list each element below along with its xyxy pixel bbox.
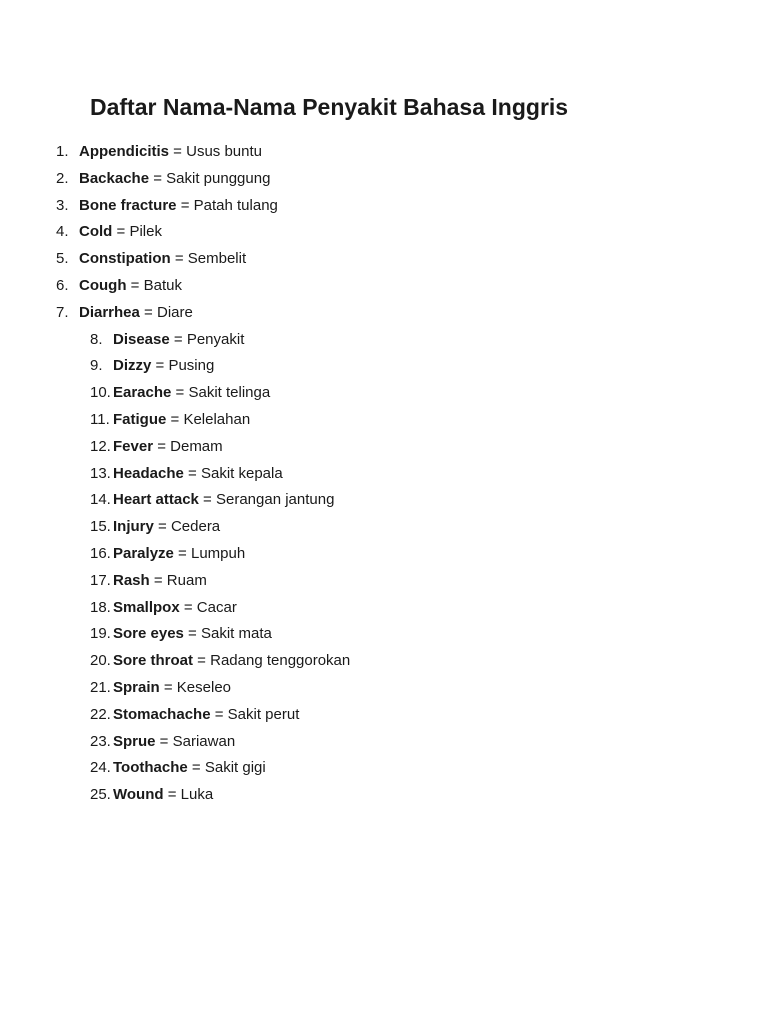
item-content bbox=[79, 166, 270, 193]
item-number: 23. bbox=[90, 732, 111, 750]
item-separator: = bbox=[179, 598, 197, 616]
item-number: 12. bbox=[90, 437, 111, 455]
item-content bbox=[113, 487, 334, 514]
item-term: Stomachache bbox=[113, 705, 211, 723]
item-meaning: Sakit gigi bbox=[204, 759, 266, 777]
item-separator: = bbox=[183, 625, 201, 643]
item-term: Rash bbox=[113, 571, 150, 589]
item-content bbox=[113, 541, 245, 568]
item-meaning: Luka bbox=[180, 786, 214, 804]
item-meaning: Sakit mata bbox=[201, 625, 272, 643]
item-term: Earache bbox=[113, 384, 172, 402]
item-meaning: Penyakit bbox=[186, 330, 245, 348]
item-separator: = bbox=[139, 303, 157, 321]
item-separator: = bbox=[159, 678, 177, 696]
item-content bbox=[113, 621, 272, 648]
item-separator: = bbox=[126, 276, 144, 294]
item-separator: = bbox=[169, 143, 187, 160]
item-content bbox=[79, 193, 278, 220]
item-meaning: Radang tenggorokan bbox=[210, 652, 351, 670]
item-content bbox=[113, 675, 231, 702]
item-meaning: Sariawan bbox=[172, 732, 236, 750]
item-term: Cold bbox=[79, 223, 113, 241]
item-content bbox=[113, 648, 350, 675]
item-term: Backache bbox=[79, 169, 150, 187]
item-separator: = bbox=[155, 732, 173, 750]
item-number: 7. bbox=[56, 303, 69, 321]
item-separator: = bbox=[198, 491, 216, 509]
item-separator: = bbox=[176, 196, 194, 214]
item-separator: = bbox=[193, 652, 211, 670]
item-number: 4. bbox=[56, 223, 69, 241]
item-content bbox=[79, 246, 246, 273]
item-separator: = bbox=[112, 223, 130, 241]
page-title: Daftar Nama-Nama Penyakit Bahasa Inggris bbox=[90, 94, 569, 120]
item-content bbox=[79, 300, 193, 327]
item-term: Fatigue bbox=[113, 410, 167, 428]
item-number: 21. bbox=[90, 678, 111, 696]
item-content bbox=[113, 434, 223, 461]
item-number: 10. bbox=[90, 384, 111, 402]
item-meaning: Batuk bbox=[143, 276, 182, 294]
item-term: Sore eyes bbox=[113, 625, 184, 643]
item-term: Heart attack bbox=[113, 491, 199, 509]
item-separator: = bbox=[170, 250, 188, 268]
item-meaning: Serangan jantung bbox=[216, 491, 335, 509]
item-term: Sore throat bbox=[113, 652, 194, 670]
item-separator: = bbox=[187, 759, 205, 777]
item-meaning: Keseleo bbox=[176, 678, 232, 696]
item-content bbox=[79, 219, 162, 246]
item-meaning: Patah tulang bbox=[193, 196, 278, 214]
item-content bbox=[113, 461, 283, 488]
item-separator: = bbox=[149, 169, 167, 187]
item-term: Constipation bbox=[79, 250, 171, 268]
item-meaning: Sakit punggung bbox=[166, 169, 271, 187]
item-separator: = bbox=[169, 330, 187, 348]
item-content bbox=[113, 353, 214, 380]
item-meaning: Pilek bbox=[129, 223, 162, 241]
item-content bbox=[79, 273, 182, 300]
item-term: Injury bbox=[113, 518, 154, 536]
item-number: 14. bbox=[90, 491, 111, 509]
item-term: Sprue bbox=[113, 732, 156, 750]
item-number: 11. bbox=[90, 410, 110, 428]
item-separator: = bbox=[171, 384, 189, 402]
item-number: 17. bbox=[90, 571, 111, 589]
item-content bbox=[113, 327, 244, 354]
item-number: 20. bbox=[90, 652, 111, 670]
item-term: Appendicitis bbox=[79, 143, 170, 160]
item-meaning: Usus buntu bbox=[186, 143, 263, 160]
item-number: 18. bbox=[90, 598, 111, 616]
item-content bbox=[113, 595, 237, 622]
item-number: 15. bbox=[90, 518, 111, 536]
item-separator: = bbox=[183, 464, 201, 482]
item-number: 6. bbox=[56, 276, 69, 294]
item-content bbox=[113, 514, 220, 541]
item-term: Toothache bbox=[113, 759, 188, 777]
item-separator: = bbox=[149, 571, 167, 589]
item-number: 22. bbox=[90, 705, 111, 723]
item-term: Bone fracture bbox=[79, 196, 177, 214]
item-content bbox=[113, 782, 213, 809]
item-content bbox=[113, 568, 207, 595]
item-separator: = bbox=[153, 437, 171, 455]
item-number: 2. bbox=[56, 169, 69, 187]
item-meaning: Lumpuh bbox=[191, 544, 246, 562]
item-number: 16. bbox=[90, 544, 111, 562]
item-content bbox=[113, 729, 235, 756]
item-number: 1. bbox=[56, 143, 69, 160]
item-separator: = bbox=[151, 357, 169, 375]
item-term: Fever bbox=[113, 437, 154, 455]
item-term: Disease bbox=[113, 330, 170, 348]
item-number: 24. bbox=[90, 759, 111, 777]
item-meaning: Cedera bbox=[170, 518, 221, 536]
item-term: Sprain bbox=[113, 678, 160, 696]
item-number: 9. bbox=[90, 357, 103, 375]
item-term: Diarrhea bbox=[79, 303, 140, 321]
item-meaning: Kelelahan bbox=[183, 410, 251, 428]
item-content bbox=[113, 755, 266, 782]
item-term: Smallpox bbox=[113, 598, 180, 616]
item-term: Cough bbox=[79, 276, 127, 294]
item-term: Paralyze bbox=[113, 544, 174, 562]
item-meaning: Sakit perut bbox=[227, 705, 300, 723]
item-content bbox=[113, 380, 270, 407]
item-content bbox=[113, 702, 299, 729]
item-separator: = bbox=[166, 410, 184, 428]
item-separator: = bbox=[163, 786, 181, 804]
item-separator: = bbox=[153, 518, 171, 536]
item-number: 8. bbox=[90, 330, 103, 348]
item-meaning: Cacar bbox=[196, 598, 237, 616]
item-number: 5. bbox=[56, 250, 69, 268]
item-meaning: Sembelit bbox=[187, 250, 247, 268]
item-number: 25. bbox=[90, 786, 111, 804]
item-meaning: Ruam bbox=[166, 571, 207, 589]
item-content bbox=[79, 139, 262, 166]
item-term: Dizzy bbox=[113, 357, 152, 375]
item-separator: = bbox=[173, 544, 191, 562]
item-separator: = bbox=[210, 705, 228, 723]
item-content bbox=[113, 407, 250, 434]
item-number: 13. bbox=[90, 464, 111, 482]
item-meaning: Diare bbox=[156, 303, 193, 321]
item-meaning: Sakit kepala bbox=[200, 464, 283, 482]
item-meaning: Pusing bbox=[168, 357, 215, 375]
item-meaning: Demam bbox=[170, 437, 223, 455]
item-number: 3. bbox=[56, 196, 69, 214]
item-term: Wound bbox=[113, 786, 164, 804]
item-meaning: Sakit telinga bbox=[188, 384, 271, 402]
item-term: Headache bbox=[113, 464, 184, 482]
item-number: 19. bbox=[90, 625, 111, 643]
